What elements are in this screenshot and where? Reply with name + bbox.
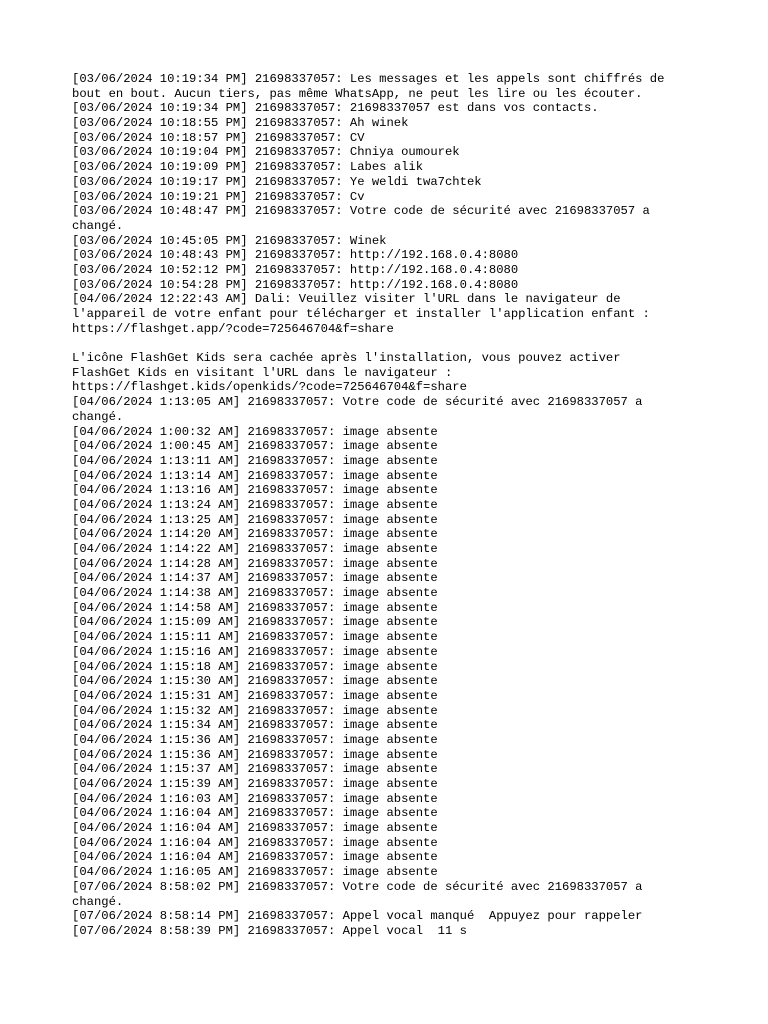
log-line: [03/06/2024 10:18:55 PM] 21698337057: Ah winek bbox=[72, 116, 409, 131]
log-line: [04/06/2024 1:15:18 AM] 21698337057: image absente bbox=[72, 659, 438, 674]
log-line: [04/06/2024 1:16:03 AM] 21698337057: image absente bbox=[72, 791, 438, 806]
log-line: [04/06/2024 1:16:05 AM] 21698337057: image absente bbox=[72, 865, 438, 880]
log-line: https://flashget.kids/openkids/?code=725646704&f=share bbox=[72, 380, 467, 395]
log-line: changé. bbox=[72, 218, 124, 233]
log-line: [04/06/2024 1:13:16 AM] 21698337057: image absente bbox=[72, 483, 438, 498]
log-line: [04/06/2024 1:00:45 AM] 21698337057: image absente bbox=[72, 439, 438, 454]
log-line: [04/06/2024 1:14:28 AM] 21698337057: image absente bbox=[72, 556, 438, 571]
log-line: [04/06/2024 1:15:16 AM] 21698337057: image absente bbox=[72, 644, 438, 659]
log-line: [04/06/2024 1:14:22 AM] 21698337057: image absente bbox=[72, 542, 438, 556]
log-line: [03/06/2024 10:19:34 PM] 21698337057: 21698337057 est dans vos contacts. bbox=[72, 101, 599, 116]
log-line: [04/06/2024 1:14:58 AM] 21698337057: image absente bbox=[72, 600, 438, 615]
log-line: [03/06/2024 10:19:04 PM] 21698337057: Chniya oumourek bbox=[72, 145, 460, 160]
log-line: [03/06/2024 10:54:28 PM] 21698337057: http://192.168.0.4:8080 bbox=[72, 277, 519, 292]
log-line: [03/06/2024 10:19:34 PM] 21698337057: Les messages et les appels sont chiffrés de bbox=[72, 72, 665, 86]
log-line: [04/06/2024 1:13:05 AM] 21698337057: Votre code de sécurité avec 21698337057 a bbox=[72, 395, 643, 410]
log-line: [04/06/2024 1:14:20 AM] 21698337057: image absente bbox=[72, 527, 438, 542]
log-line: bout en bout. Aucun tiers, pas même WhatsApp, ne peut les lire ou les écouter. bbox=[72, 86, 643, 101]
log-line: [07/06/2024 8:58:39 PM] 21698337057: Appel vocal 11 s bbox=[72, 923, 467, 938]
log-line: changé. bbox=[72, 409, 124, 424]
log-line: [04/06/2024 1:16:04 AM] 21698337057: image absente bbox=[72, 835, 438, 850]
log-line: changé. bbox=[72, 894, 124, 909]
log-line: L'icône FlashGet Kids sera cachée après l'installation, vous pouvez activer bbox=[72, 351, 621, 366]
log-line: [04/06/2024 1:15:39 AM] 21698337057: image absente bbox=[72, 777, 438, 791]
log-line: [03/06/2024 10:19:09 PM] 21698337057: Labes alik bbox=[72, 160, 424, 175]
log-line: [04/06/2024 1:13:25 AM] 21698337057: image absente bbox=[72, 512, 438, 527]
log-line: [04/06/2024 1:15:37 AM] 21698337057: image absente bbox=[72, 762, 438, 777]
log-line: [04/06/2024 1:15:11 AM] 21698337057: image absente bbox=[72, 630, 438, 645]
log-line: [07/06/2024 8:58:14 PM] 21698337057: Appel vocal manqué Appuyez pour rappeler bbox=[72, 909, 643, 924]
log-line: [04/06/2024 1:15:30 AM] 21698337057: image absente bbox=[72, 674, 438, 689]
log-line: [03/06/2024 10:52:12 PM] 21698337057: http://192.168.0.4:8080 bbox=[72, 262, 519, 277]
log-line: [04/06/2024 1:13:11 AM] 21698337057: image absente bbox=[72, 453, 438, 468]
log-line: [03/06/2024 10:48:43 PM] 21698337057: http://192.168.0.4:8080 bbox=[72, 248, 519, 263]
log-line: [04/06/2024 1:13:14 AM] 21698337057: image absente bbox=[72, 468, 438, 483]
log-line: [04/06/2024 12:22:43 AM] Dali: Veuillez visiter l'URL dans le navigateur de bbox=[72, 292, 621, 307]
log-line: [03/06/2024 10:19:17 PM] 21698337057: Ye weldi twa7chtek bbox=[72, 174, 482, 189]
log-line: [04/06/2024 1:15:34 AM] 21698337057: image absente bbox=[72, 718, 438, 733]
log-line: [03/06/2024 10:19:21 PM] 21698337057: Cv bbox=[72, 189, 365, 204]
log-line: [03/06/2024 10:45:05 PM] 21698337057: Winek bbox=[72, 233, 387, 248]
log-line: [03/06/2024 10:18:57 PM] 21698337057: CV bbox=[72, 130, 365, 145]
blank-line bbox=[72, 336, 696, 351]
log-line: https://flashget.app/?code=725646704&f=share bbox=[72, 321, 394, 336]
log-line: [03/06/2024 10:48:47 PM] 21698337057: Votre code de sécurité avec 21698337057 a bbox=[72, 204, 650, 219]
log-line: [04/06/2024 1:15:09 AM] 21698337057: image absente bbox=[72, 615, 438, 630]
log-line: [04/06/2024 1:16:04 AM] 21698337057: image absente bbox=[72, 850, 438, 865]
log-line: [04/06/2024 1:00:32 AM] 21698337057: image absente bbox=[72, 424, 438, 439]
log-line: [04/06/2024 1:14:37 AM] 21698337057: image absente bbox=[72, 571, 438, 586]
log-line: l'appareil de votre enfant pour télécharger et installer l'application enfant : bbox=[72, 307, 650, 321]
log-line: [04/06/2024 1:16:04 AM] 21698337057: image absente bbox=[72, 821, 438, 836]
chat-log-document bbox=[72, 72, 696, 939]
log-line: [04/06/2024 1:15:31 AM] 21698337057: image absente bbox=[72, 688, 438, 703]
log-line: [07/06/2024 8:58:02 PM] 21698337057: Votre code de sécurité avec 21698337057 a bbox=[72, 879, 643, 894]
log-line: [04/06/2024 1:14:38 AM] 21698337057: image absente bbox=[72, 586, 438, 601]
log-line: [04/06/2024 1:15:36 AM] 21698337057: image absente bbox=[72, 732, 438, 747]
log-line: [04/06/2024 1:13:24 AM] 21698337057: image absente bbox=[72, 497, 438, 512]
log-line: [04/06/2024 1:16:04 AM] 21698337057: image absente bbox=[72, 806, 438, 821]
log-line: FlashGet Kids en visitant l'URL dans le navigateur : bbox=[72, 365, 453, 380]
log-line: [04/06/2024 1:15:36 AM] 21698337057: image absente bbox=[72, 747, 438, 762]
log-line: [04/06/2024 1:15:32 AM] 21698337057: image absente bbox=[72, 703, 438, 718]
